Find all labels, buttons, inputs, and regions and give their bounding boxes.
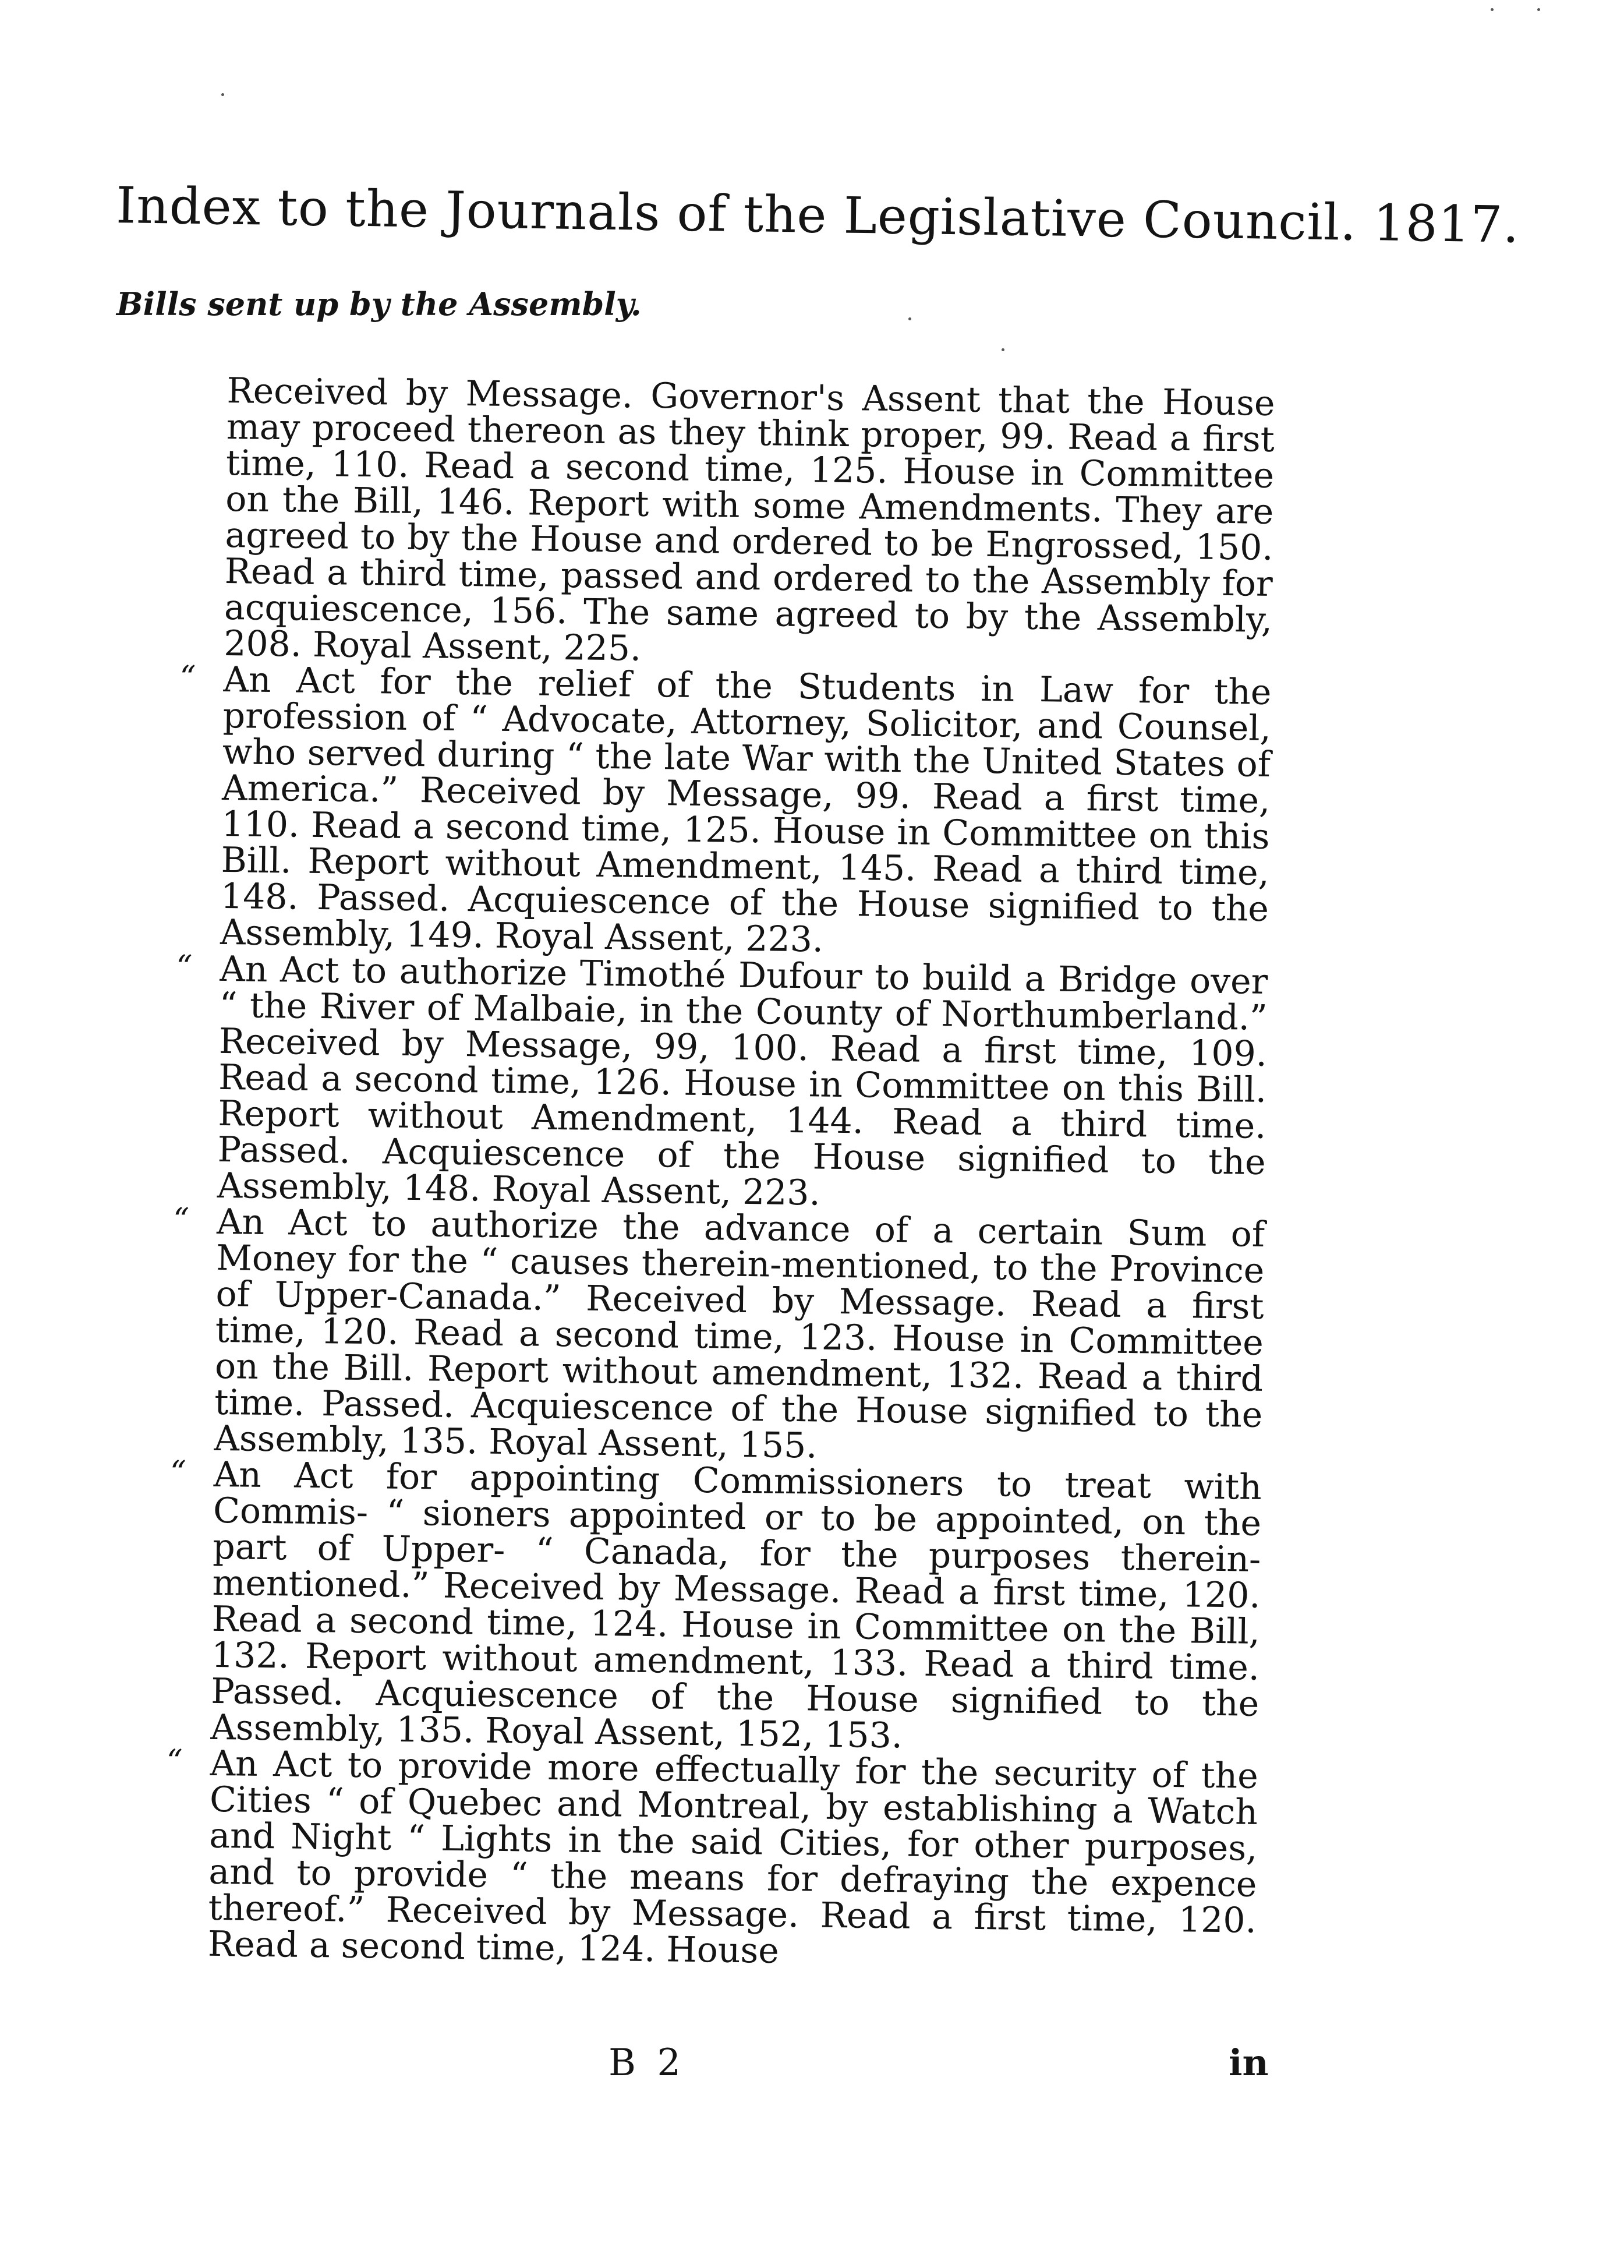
scan-speck: [221, 93, 224, 96]
signature-mark: B 2: [608, 2041, 686, 2085]
entry-quote-mark: “: [172, 1200, 190, 1238]
index-entry: [179, 659, 1272, 963]
entry-quote-mark: “: [169, 1453, 186, 1491]
entry-text: An Act for appointing Commissioners to treat with Commis- “ sioners appointed or to be appointed, on the part of Upper- “ Canada, for the purposes therein-mentioned.” Received by Message. Read a first time, 120. Read a second time, 124. House in Committee on the Bill, 132. Report without amendment, 133. Read a third time. Passed. Acquiescence of the House signified to the Assembly, 135. Royal Assent, 152, 153.: [210, 1454, 1262, 1757]
entry-quote-mark: “: [176, 948, 193, 985]
index-entry: [176, 948, 1268, 1216]
section-heading: Bills sent up by the Assembly.: [116, 285, 642, 323]
entry-text: An Act to authorize Timothé Dufour to build a Bridge over “ the River of Malbaie, in the County of Northumberland.” Received by Message, 99, 100. Read a first time, 109. Read a second time, 126. House in Committee on this Bill. Report without Amendment, 144. Read a third time. Passed. Acquiescence of the House signified to the Assembly, 148. Royal Assent, 223.: [217, 948, 1268, 1214]
scan-speck: [1491, 8, 1494, 11]
entry-text: An Act to authorize the advance of a certain Sum of Money for the “ causes therein-mentioned, to the Province of Upper-Canada.” Received by Message. Read a first time, 120. Read a second time, 123. House in Committee on the Bill. Report without amendment, 132. Read a third time. Passed. Acquiescence of the House signified to the Assembly, 135. Royal Assent, 155.: [214, 1201, 1265, 1467]
index-entry: [169, 1453, 1262, 1758]
scan-speck: [1002, 348, 1004, 351]
index-body: [166, 370, 1275, 1975]
index-entry: [166, 1743, 1259, 1975]
entry-text: An Act to provide more effectually for the security of the Cities “ of Quebec and Montreal, by establishing a Watch and Night “ Lights in the said Cities, for other purposes, and to provide “ the means for defraying the expence thereof.” Received by Message. Read a first time, 120. Read a second time, 124. House: [207, 1743, 1259, 1972]
entry-text: Received by Message. Governor's Assent that the House may proceed thereon as they think proper, 99. Read a first time, 110. Read a second time, 125. House in Committee on the Bill, 146. Report with some Amendments. They are agreed to by the House and ordered to be Engrossed, 150. Read a third time, passed and ordered to the Assembly for acquiescence, 156. The same agreed to by the Assembly, 208. Royal Assent, 225.: [223, 370, 1275, 669]
index-entry: [172, 1200, 1265, 1469]
index-entry: [223, 370, 1275, 674]
scan-speck: [908, 317, 911, 320]
entry-quote-mark: “: [179, 659, 196, 696]
page-title: Index to the Journals of the Legislative Council. 1817.: [115, 176, 1520, 255]
catchword: in: [1229, 2041, 1269, 2084]
entry-text: An Act for the relief of the Students in Law for the profession of “ Advocate, Attorney, Solicitor, and Counsel, who served during “ the late War with the United States of America.” Received by Message, 99. Read a first time, 110. Read a second time, 125. House in Committee on this Bill. Report without Amendment, 145. Read a third time, 148. Passed. Acquiescence of the House signified to the Assembly, 149. Royal Assent, 223.: [220, 659, 1272, 961]
entry-quote-mark: “: [166, 1743, 183, 1780]
scan-speck: [1537, 8, 1540, 11]
